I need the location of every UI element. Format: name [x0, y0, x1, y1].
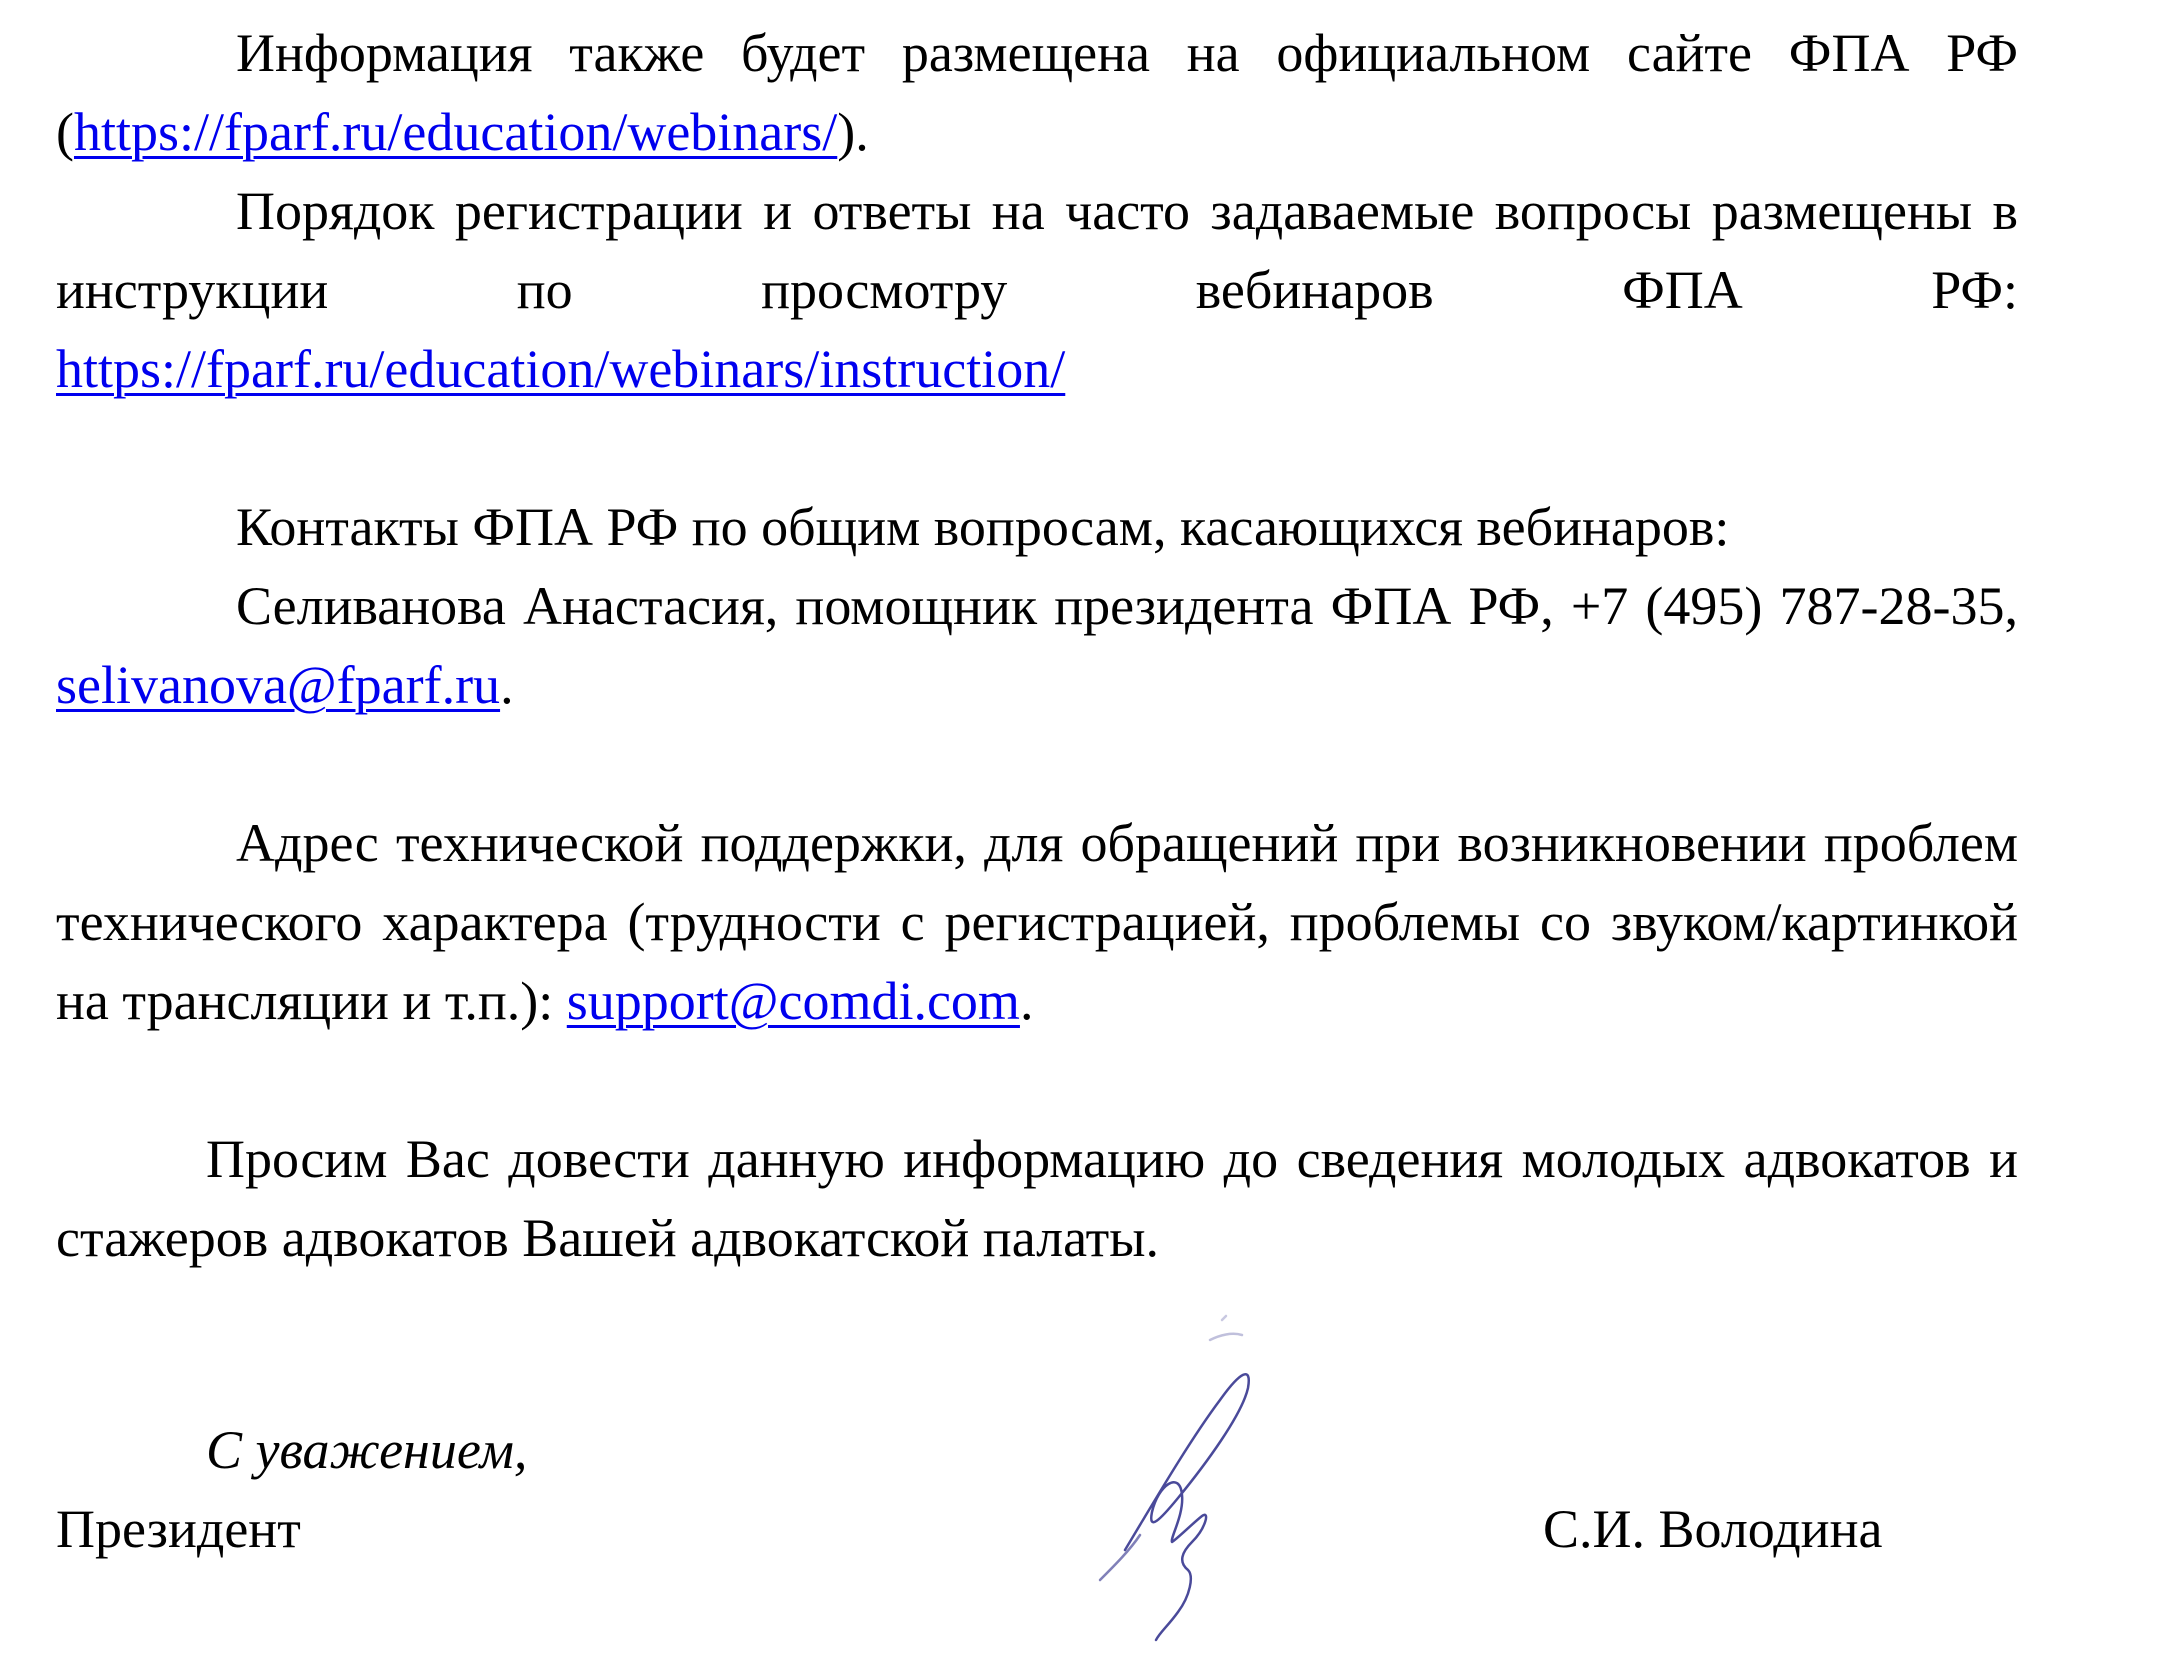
paragraph-registration-info-text: Порядок регистрации и ответы на часто задаваемые вопросы размещены в инструкции по просмотру вебинаров ФПА РФ: [56, 181, 2018, 320]
paragraph-contact-person [56, 567, 2018, 725]
paragraph-website-info-text: Информация также будет размещена на официальном сайте ФПА РФ ( [56, 23, 2018, 162]
paragraph-tech-support-text: Адрес технической поддержки, для обращений при возникновении проблем технического характера (трудности с регистрацией, проблемы со звуком/картинкой на трансляции и т.п.): [56, 813, 2018, 1031]
paragraph-gap [56, 725, 2018, 804]
paragraph-request-text: Просим Вас довести данную информацию до сведения молодых адвокатов и стажеров адвокатов Вашей адвокатской палаты. [56, 1129, 2018, 1268]
paragraph-contact-person-end: . [500, 655, 514, 715]
instruction-link[interactable]: https://fparf.ru/education/webinars/instruction/ [56, 339, 1066, 399]
signer-name: С.И. Володина [1543, 1499, 1883, 1559]
letter-body [56, 14, 2018, 1278]
support-email-link[interactable]: support@comdi.com [566, 971, 1020, 1031]
paragraph-registration-info [56, 172, 2018, 409]
paragraph-contact-person-text: Селиванова Анастасия, помощник президента ФПА РФ, +7 (495) 787-28-35, [236, 576, 2018, 636]
closing-salutation: С уважением, [206, 1420, 528, 1480]
paragraph-contacts-heading [56, 488, 2018, 567]
paragraph-gap [56, 409, 2018, 488]
paragraph-website-info-end: ). [837, 102, 869, 162]
webinars-link[interactable]: https://fparf.ru/education/webinars/ [73, 102, 838, 162]
paragraph-gap [56, 1041, 2018, 1120]
handwritten-signature-icon [1060, 1280, 1300, 1660]
paragraph-request [56, 1120, 2018, 1278]
paragraph-tech-support-end: . [1019, 971, 1034, 1031]
paragraph-tech-support [56, 804, 2018, 1041]
paragraph-website-info [56, 14, 2018, 172]
signer-title: Президент [56, 1499, 301, 1559]
selivanova-email-link[interactable]: selivanova@fparf.ru [56, 655, 501, 715]
paragraph-contacts-heading-text: Контакты ФПА РФ по общим вопросам, касающихся вебинаров: [236, 497, 1730, 557]
